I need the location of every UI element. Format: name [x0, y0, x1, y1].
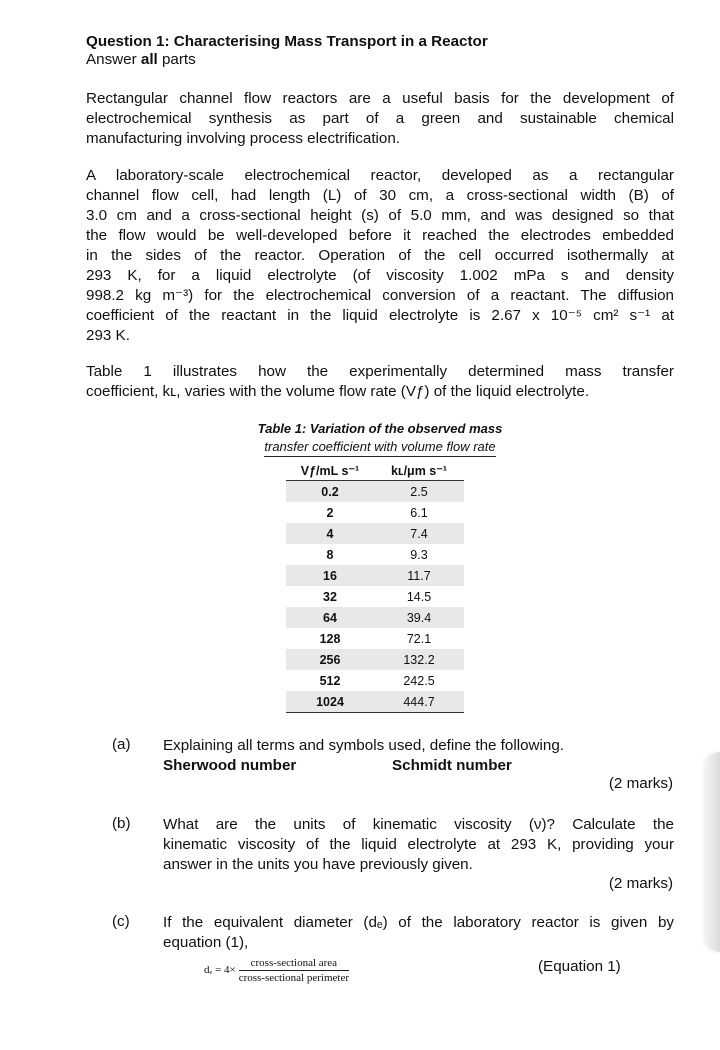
part-c-label: (c): [112, 913, 130, 930]
cell-vf: 256: [286, 649, 374, 670]
cell-vf: 4: [286, 523, 374, 544]
cell-vf: 128: [319, 631, 341, 646]
table-row: [286, 565, 464, 586]
cell-kl: 72.1: [406, 631, 432, 646]
cell-kl: 132.2: [374, 649, 464, 670]
part-b-text: [163, 815, 674, 875]
equation-denominator: cross-sectional perimeter: [238, 972, 349, 984]
intro-paragraph-2: [86, 166, 674, 346]
paragraph-line: in the sides of the reactor. Operation of the cell occurred isothermally at: [86, 247, 674, 264]
table-row: [286, 481, 464, 503]
paragraph-line: coefficient of the reactant in the liquid electrolyte is 2.67 x 10⁻⁵ cm² s⁻¹ at: [86, 307, 674, 324]
part-b-line: answer in the units you have previously given.: [163, 856, 473, 873]
cell-vf: 1024: [286, 691, 374, 713]
part-b-line: What are the units of kinematic viscosity (ν)? Calculate the: [163, 816, 674, 833]
cell-kl: 11.7: [374, 565, 464, 586]
cell-kl: 6.1: [410, 505, 428, 520]
cell-vf: 2: [326, 505, 334, 520]
cell-kl: 14.5: [406, 589, 432, 604]
part-b-marks: (2 marks): [608, 875, 673, 892]
paragraph-line: 3.0 cm and a cross-sectional height (s) of 5.0 mm, and was designed so that: [86, 207, 674, 224]
cell-kl: 7.4: [374, 523, 464, 544]
equation-label: (Equation 1): [538, 958, 621, 975]
paragraph-line: electrochemical synthesis as part of a green and sustainable chemical: [86, 110, 674, 127]
paragraph-line: coefficient, kʟ, varies with the volume flow rate (Vƒ) of the liquid electrolyte.: [86, 383, 590, 400]
instruction-suffix: parts: [157, 51, 196, 68]
table-row: [286, 607, 464, 628]
table-caption: [230, 420, 530, 457]
instruction-bold: all: [140, 51, 158, 68]
cell-kl: 9.3: [410, 547, 428, 562]
table-row: [286, 628, 464, 649]
cell-kl: 39.4: [374, 607, 464, 628]
paragraph-line: the flow would be well-developed before it reached the electrodes embedded: [86, 227, 674, 244]
term-schmidt: Schmidt number: [392, 757, 512, 774]
part-a-marks: (2 marks): [608, 775, 673, 792]
cell-vf: 8: [326, 547, 334, 562]
column-header-kl: kʟ/μm s⁻¹: [390, 463, 448, 478]
paragraph-line: Table 1 illustrates how the experimentally determined mass transfer: [86, 363, 674, 380]
cell-vf: 32: [323, 589, 337, 604]
paragraph-line: 998.2 kg m⁻³) for the electrochemical conversion of a reactant. The diffusion: [86, 287, 674, 304]
caption-line: Table 1: Variation of the observed mass: [257, 421, 503, 436]
paragraph-line: Rectangular channel flow reactors are a useful basis for the development of: [86, 90, 674, 107]
scroll-edge-handle[interactable]: [706, 752, 720, 952]
table-row: [286, 691, 464, 713]
term-sherwood: Sherwood number: [163, 757, 297, 774]
paragraph-line: A laboratory-scale electrochemical reactor, developed as a rectangular: [86, 167, 674, 184]
intro-paragraph-1: [86, 89, 674, 149]
equation-lhs: dₑ = 4×: [204, 964, 236, 977]
column-header-vf: Vƒ/mL s⁻¹: [300, 463, 360, 478]
question-instruction: [86, 51, 196, 68]
caption-line: transfer coefficient with volume flow rate: [264, 438, 495, 457]
part-c-text: [163, 913, 674, 953]
cell-vf: 0.2: [286, 481, 374, 503]
table-row: [286, 502, 464, 523]
table-row: [286, 586, 464, 607]
table-row: [286, 649, 464, 670]
paragraph-line: 293 K, for a liquid electrolyte (of viscosity 1.002 mPa s and density: [86, 267, 674, 284]
part-c-line: equation (1),: [163, 934, 249, 951]
table-header-row: [286, 460, 464, 481]
table-row: [286, 670, 464, 691]
table-row: [286, 523, 464, 544]
cell-vf: 512: [319, 673, 341, 688]
table-row: [286, 544, 464, 565]
cell-kl: 2.5: [374, 481, 464, 503]
cell-kl: 242.5: [403, 673, 435, 688]
part-b-label: (b): [112, 815, 131, 832]
part-b-line: kinematic viscosity of the liquid electrolyte at 293 K, providing your: [163, 836, 674, 853]
paragraph-line: channel flow cell, had length (L) of 30 cm, a cross-sectional width (B) of: [86, 187, 674, 204]
part-c-line: If the equivalent diameter (dₑ) of the laboratory reactor is given by: [163, 914, 674, 931]
equation-fraction: [239, 957, 349, 984]
paragraph-line: 293 K.: [86, 327, 130, 344]
part-a-label: (a): [112, 736, 131, 753]
cell-vf: 16: [286, 565, 374, 586]
question-title: Question 1: Characterising Mass Transport in a Reactor: [86, 33, 488, 50]
data-table: [286, 460, 464, 713]
equation-1: [204, 957, 349, 984]
paragraph-line: manufacturing involving process electrification.: [86, 130, 401, 147]
instruction-prefix: Answer: [86, 51, 141, 68]
part-a-text: Explaining all terms and symbols used, define the following.: [163, 737, 565, 754]
equation-numerator: cross-sectional area: [239, 957, 349, 971]
cell-vf: 64: [286, 607, 374, 628]
intro-paragraph-3: [86, 362, 674, 402]
cell-kl: 444.7: [374, 691, 464, 713]
